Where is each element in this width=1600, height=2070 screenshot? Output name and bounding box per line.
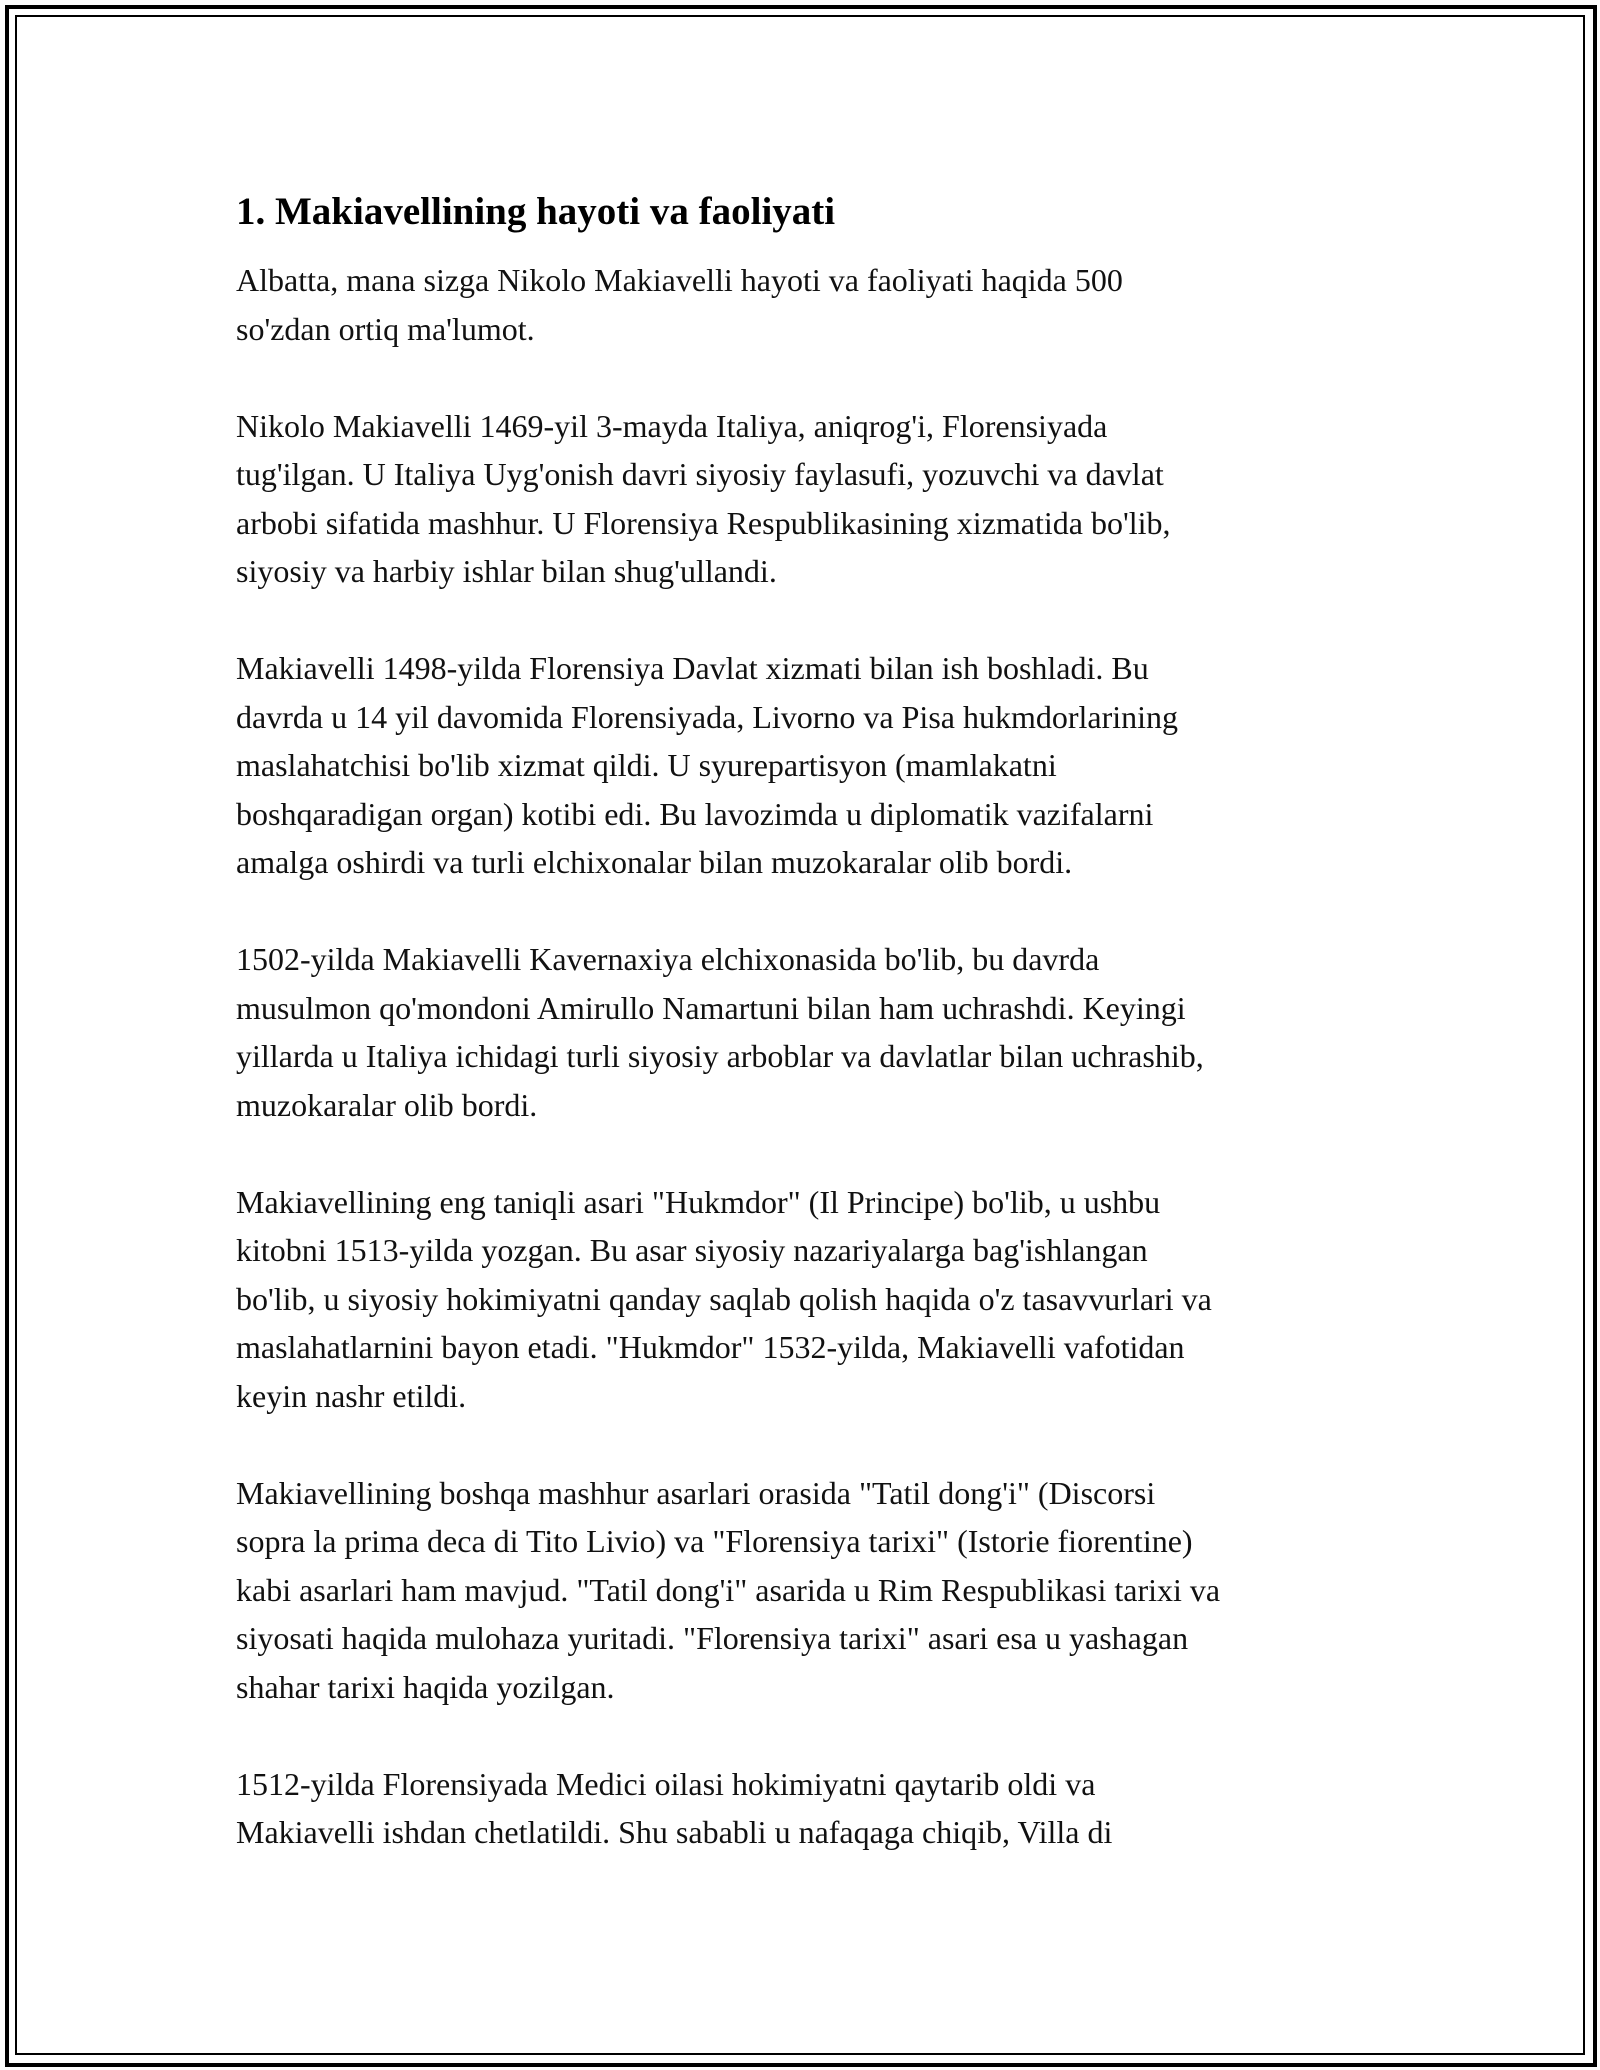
text-line: 1512-yilda Florensiyada Medici oilasi hokimiyatni qaytarib oldi va: [236, 1765, 1096, 1802]
text-line: arbobi sifatida mashhur. U Florensiya Respublikasining xizmatida bo'lib,: [236, 504, 1171, 541]
text-line: Makiavelli ishdan chetlatildi. Shu sababli u nafaqaga chiqib, Villa di: [236, 1814, 1113, 1850]
paragraph-intro: [236, 256, 1376, 353]
section-heading: 1. Makiavellining hayoti va faoliyati: [236, 190, 836, 233]
paragraph-exile: [236, 1760, 1376, 1857]
text-line: 1502-yilda Makiavelli Kavernaxiya elchixonasida bo'lib, bu davrda: [236, 941, 1100, 977]
text-line: davrda u 14 yil davomida Florensiyada, Livorno va Pisa hukmdorlarining: [236, 698, 1179, 735]
text-line: amalga oshirdi va turli elchixonalar bilan muzokaralar olib bordi.: [236, 844, 1073, 880]
text-line: tug'ilgan. U Italiya Uyg'onish davri siyosiy faylasufi, yozuvchi va davlat: [236, 456, 1164, 492]
text-line: keyin nashr etildi.: [236, 1377, 467, 1414]
text-line: so'zdan ortiq ma'lumot.: [236, 310, 535, 347]
text-line: Makiavellining boshqa mashhur asarlari orasida "Tatil dong'i" (Discorsi: [236, 1474, 1156, 1511]
document-body: [236, 180, 1376, 1905]
paragraph-prince: [236, 1178, 1376, 1421]
text-line: maslahatchisi bo'lib xizmat qildi. U syurepartisyon (mamlakatni: [236, 747, 1057, 783]
text-line: Makiavellining eng taniqli asari "Hukmdor" (Il Principe) bo'lib, u ushbu: [236, 1183, 1161, 1220]
text-line: Nikolo Makiavelli 1469-yil 3-mayda Italiya, aniqrog'i, Florensiyada: [236, 407, 1108, 444]
text-line: kitobni 1513-yilda yozgan. Bu asar siyosiy nazariyalarga bag'ishlangan: [236, 1232, 1148, 1268]
text-line: bo'lib, u siyosiy hokimiyatni qanday saqlab qolish haqida o'z tasavvurlari va: [236, 1280, 1212, 1317]
text-line: Makiavelli 1498-yilda Florensiya Davlat xizmati bilan ish boshladi. Bu: [236, 650, 1149, 686]
paragraph-birth: [236, 402, 1376, 596]
text-line: maslahatlarnini bayon etadi. "Hukmdor" 1532-yilda, Makiavelli vafotidan: [236, 1329, 1185, 1365]
text-line: siyosati haqida mulohaza yuritadi. "Florensiya tarixi" asari esa u yashagan: [236, 1620, 1189, 1656]
paragraph-diplomacy: [236, 935, 1376, 1129]
text-line: siyosiy va harbiy ishlar bilan shug'ullandi.: [236, 553, 777, 589]
text-line: muzokaralar olib bordi.: [236, 1086, 538, 1123]
paragraph-career: [236, 644, 1376, 887]
text-line: shahar tarixi haqida yozilgan.: [236, 1668, 615, 1705]
text-line: sopra la prima deca di Tito Livio) va "Florensiya tarixi" (Istorie fiorentine): [236, 1523, 1193, 1559]
text-line: kabi asarlari ham mavjud. "Tatil dong'i" asarida u Rim Respublikasi tarixi va: [236, 1571, 1221, 1608]
text-line: yillarda u Italiya ichidagi turli siyosiy arboblar va davlatlar bilan uchrashib,: [236, 1038, 1204, 1074]
text-line: Albatta, mana sizga Nikolo Makiavelli hayoti va faoliyati haqida 500: [236, 262, 1123, 298]
paragraph-other-works: [236, 1469, 1376, 1712]
text-line: boshqaradigan organ) kotibi edi. Bu lavozimda u diplomatik vazifalarni: [236, 795, 1154, 832]
text-line: musulmon qo'mondoni Amirullo Namartuni bilan ham uchrashdi. Keyingi: [236, 989, 1186, 1026]
